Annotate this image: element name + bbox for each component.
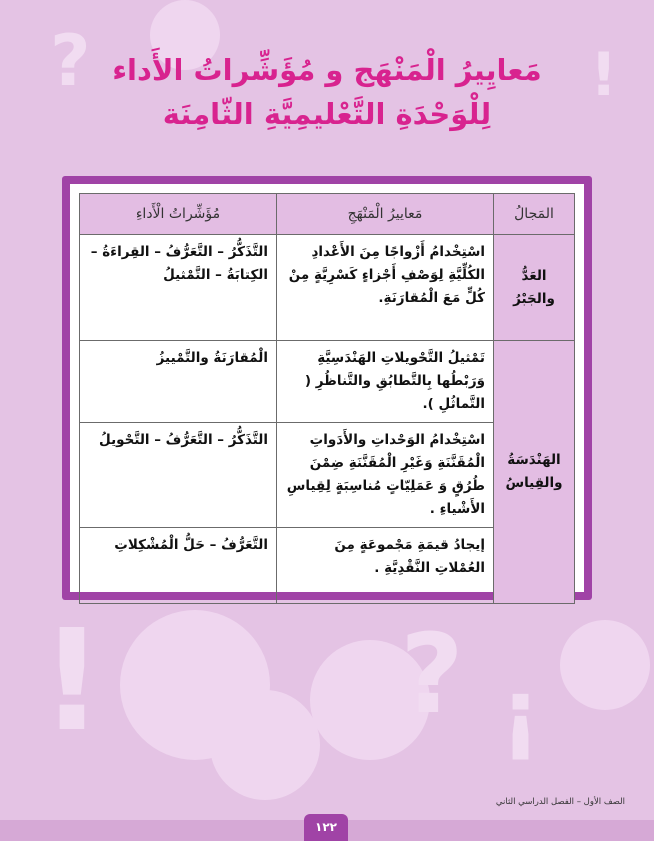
domain-cell: العَدُّ والجَبْرُ — [494, 235, 575, 341]
indicator-cell: التَّعَرُّفُ – حَلُّ الْمُشْكِلاتِ — [80, 528, 277, 604]
title-line-1: مَعايِيرُ الْمَنْهَج و مُؤَشِّراتُ الأَداء — [112, 53, 542, 87]
standard-cell: تَمْثيلُ التَّحْويلاتِ الهَنْدَسِيَّةِ وَرَبْطُها بِالتَّطابُقِ والتَّناظُرِ ( التَّماثُلِ ). — [277, 341, 494, 423]
header-indicators: مُؤَشِّراتُ الْأَداءِ — [80, 194, 277, 235]
table-header-row — [80, 194, 575, 235]
standard-cell: اسْتِخْدامُ أَزْواجًا مِنَ الأَعْدادِ الكُلِّيَّةِ لِوَصْفِ أَجْزاءٍ كَسْرِيَّةٍ مِنْ كُلٍّ مَعَ الْمُقارَنَةِ. — [277, 235, 494, 341]
background-circle — [310, 640, 430, 760]
title-line-2: لِلْوَحْدَةِ التَّعْليمِيَّةِ الثّامِنَة — [162, 97, 492, 131]
standard-cell: اسْتِخْدامُ الوَحْداتِ والأَدَواتِ الْمُقَنَّنَةِ وَغَيْرِ الْمُقَنَّنَةِ ضِمْنَ طُرُقٍ وَ عَمَلِيّاتٍ مُناسِبَةٍ لِقِياسِ الأَشْياءِ . — [277, 423, 494, 528]
indicator-cell: التَّذَكُّرُ – التَّعَرُّفُ – التَّحْويلُ — [80, 423, 277, 528]
indicator-cell: الْمُقارَنَةُ والتَّمْييزُ — [80, 341, 277, 423]
header-standards: مَعاييرُ الْمَنْهَجِ — [277, 194, 494, 235]
standards-table — [79, 193, 575, 604]
question-mark-shape: ? — [400, 610, 464, 738]
page-title — [0, 48, 654, 136]
header-domain: المَجالُ — [494, 194, 575, 235]
background-circle — [560, 620, 650, 710]
question-mark-shape: ? — [50, 20, 91, 102]
table-frame — [62, 176, 592, 600]
indicator-cell: التَّذَكُّرُ – التَّعَرُّفُ – القِراءَةُ – الكِتابَةُ – التَّمْثيلُ — [80, 235, 277, 341]
table-row — [80, 341, 575, 423]
exclamation-mark-shape: ¡ — [500, 660, 542, 765]
exclamation-mark-shape: ! — [590, 40, 618, 110]
background-circle — [210, 690, 320, 800]
exclamation-mark-shape: ! — [40, 600, 104, 763]
page-number: ١٢٢ — [304, 814, 348, 841]
domain-cell: الهَنْدَسَةُ والقِياسُ — [494, 341, 575, 604]
standard-cell: إيجادُ قيمَةِ مَجْموعَةٍ مِنَ العُمْلاتِ النَّقْدِيَّةِ . — [277, 528, 494, 604]
table-row — [80, 235, 575, 341]
table-panel — [70, 184, 584, 592]
footer-note: الصف الأول – الفصل الدراسي الثاني — [495, 797, 625, 807]
